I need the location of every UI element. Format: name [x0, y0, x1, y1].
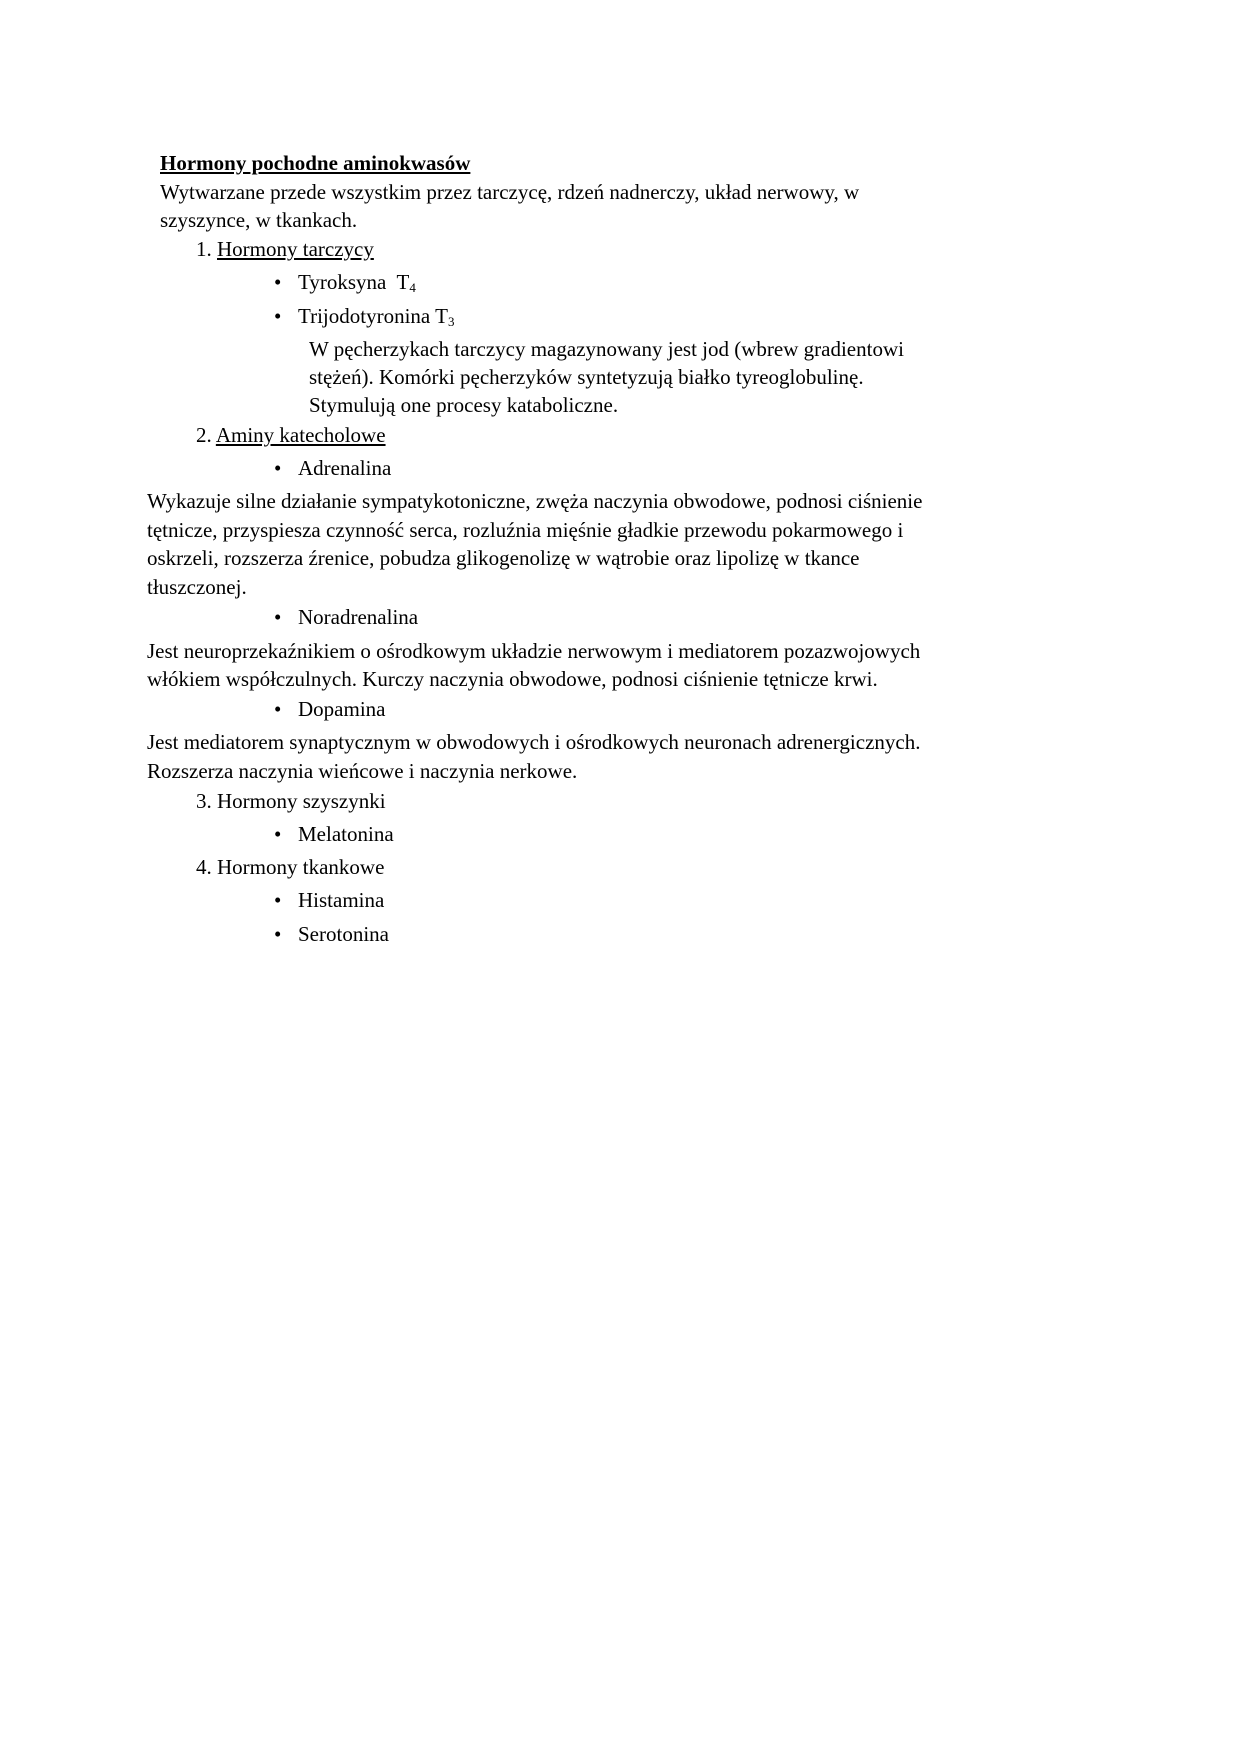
adrenalina-desc-line-1: Wykazuje silne działanie sympatykotoniczne, zwęża naczynia obwodowe, podnosi ciśnienie [147, 489, 923, 513]
item-subscript: 3 [447, 314, 455, 329]
list-item [274, 695, 386, 723]
section-1-heading [196, 235, 374, 263]
list-item [274, 820, 394, 848]
dopamina-desc-line-2: Rozszerza naczynia wieńcowe i naczynia nerkowe. [147, 759, 578, 783]
item-name: Melatonina [298, 822, 394, 846]
bullet-icon: • [274, 270, 282, 294]
item-name: Adrenalina [298, 456, 392, 480]
section-4-heading [196, 853, 384, 881]
section-3-heading [196, 787, 386, 815]
dopamina-desc-line-1: Jest mediatorem synaptycznym w obwodowych i ośrodkowych neuronach adrenergicznych. [147, 730, 921, 754]
bullet-icon: • [274, 605, 282, 629]
list-item [274, 886, 385, 914]
list-item [274, 920, 389, 948]
section-number: 4. [196, 855, 212, 879]
thyroid-note-line-1: W pęcherzykach tarczycy magazynowany jest jod (wbrew gradientowi [309, 337, 904, 361]
section-2-heading [196, 421, 386, 449]
bullet-icon: • [274, 697, 282, 721]
item-name: Tyroksyna [298, 270, 387, 294]
item-name: Noradrenalina [298, 605, 419, 629]
bullet-icon: • [274, 922, 282, 946]
bullet-icon: • [274, 888, 282, 912]
list-item [274, 454, 392, 482]
list-item [274, 302, 455, 336]
bullet-icon: • [274, 822, 282, 846]
adrenalina-desc-line-3: oskrzeli, rozszerza źrenice, pobudza glikogenolizę w wątrobie oraz lipolizę w tkance [147, 546, 860, 570]
intro-line-1: Wytwarzane przede wszystkim przez tarczycę, rdzeń nadnerczy, układ nerwowy, w [160, 180, 860, 204]
thyroid-note-line-2: stężeń). Komórki pęcherzyków syntetyzują białko tyreoglobulinę. [309, 365, 864, 389]
item-name: Histamina [298, 888, 385, 912]
intro-line-2: szyszynce, w tkankach. [160, 208, 358, 232]
noradrenalina-desc-line-1: Jest neuroprzekaźnikiem o ośrodkowym układzie nerwowym i mediatorem pozazwojowych [147, 639, 921, 663]
item-symbol: T [396, 270, 410, 294]
section-heading-text: Hormony tarczycy [217, 237, 374, 261]
item-name: Serotonina [298, 922, 389, 946]
section-number: 3. [196, 789, 212, 813]
section-number: 2. [196, 423, 212, 447]
noradrenalina-desc-line-2: włókiem współczulnych. Kurczy naczynia obwodowe, podnosi ciśnienie tętnicze krwi. [147, 667, 878, 691]
bullet-icon: • [274, 304, 282, 328]
item-symbol: T [435, 304, 448, 328]
list-item [274, 268, 416, 302]
section-heading-text: Hormony szyszynki [217, 789, 386, 813]
item-name: Trijodotyronina [298, 304, 431, 328]
bullet-icon: • [274, 456, 282, 480]
adrenalina-desc-line-2: tętnicze, przyspiesza czynność serca, rozluźnia mięśnie gładkie przewodu pokarmowego i [147, 518, 904, 542]
item-name: Dopamina [298, 697, 386, 721]
list-item [274, 603, 419, 631]
section-number: 1. [196, 237, 212, 261]
item-subscript: 4 [409, 280, 416, 295]
section-heading-text: Hormony tkankowe [217, 855, 385, 879]
thyroid-note-line-3: Stymulują one procesy kataboliczne. [309, 393, 619, 417]
adrenalina-desc-line-4: tłuszczonej. [147, 575, 247, 599]
document-title: Hormony pochodne aminokwasów [160, 151, 471, 175]
section-heading-text: Aminy katecholowe [215, 423, 386, 447]
